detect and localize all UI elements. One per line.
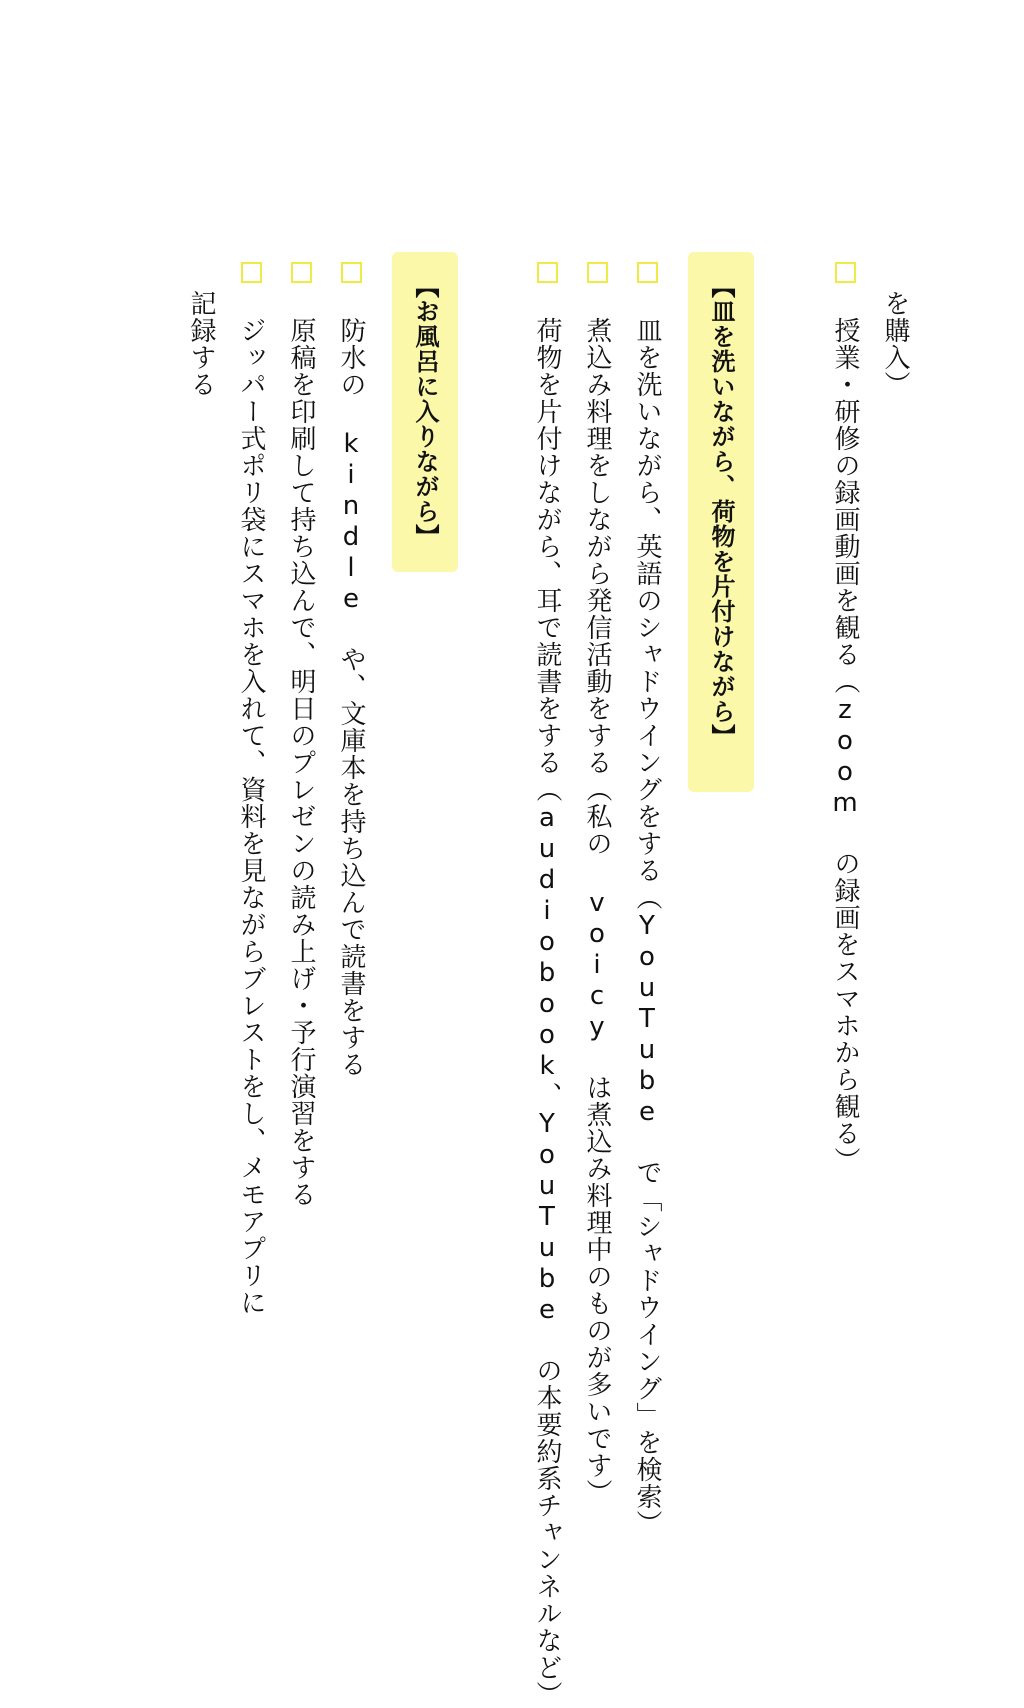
checkbox-icon[interactable] xyxy=(291,262,312,283)
heading-text: 【お風呂に入りながら】 xyxy=(411,274,439,549)
checkbox-icon[interactable] xyxy=(587,262,608,283)
item-text: 授業・研修の録画動画を観る（zoom の録画をスマホから観る） xyxy=(830,317,860,1174)
checkbox-icon[interactable] xyxy=(835,262,856,283)
checklist-item-zipper-bag-brainstorm xyxy=(238,262,264,1316)
checklist-item-lecture-video xyxy=(832,262,858,1174)
checklist-item-audiobook xyxy=(534,262,560,1708)
item-text: 煮込み料理をしながら発信活動をする（私の voicy は煮込み料理中のものが多いです） xyxy=(582,317,612,1506)
checkbox-icon[interactable] xyxy=(341,262,362,283)
checkbox-icon[interactable] xyxy=(537,262,558,283)
checklist-item-stew-broadcast xyxy=(584,262,610,1506)
item-text: 原稿を印刷して持ち込んで、明日のプレゼンの読み上げ・予行演習をする xyxy=(286,317,316,1208)
checkbox-icon[interactable] xyxy=(637,262,658,283)
checklist-item-presentation-rehearsal xyxy=(288,262,314,1208)
item-text: 荷物を片付けながら、耳で読書をする（audiobook、YouTube の本要約系チャンネルなど） xyxy=(532,317,562,1708)
item-text: 防水の kindle や、文庫本を持ち込んで読書をする xyxy=(336,317,366,1078)
checkbox-icon[interactable] xyxy=(241,262,262,283)
heading-text: 【皿を洗いながら、荷物を片付けながら】 xyxy=(707,274,735,749)
section-heading-bath xyxy=(392,252,458,572)
item-text: ジッパー式ポリ袋にスマホを入れて、資料を見ながらブレストをし、メモアプリに xyxy=(236,317,266,1316)
checklist-item-shadowing xyxy=(634,262,660,1537)
line-text: 記録する xyxy=(186,290,216,398)
item-text: 皿を洗いながら、英語のシャドウイングをする（YouTube で「シャドウイング」を検索） xyxy=(632,317,662,1537)
text-column-continuation xyxy=(882,290,908,398)
section-heading-dishes xyxy=(688,252,754,792)
checklist-item-waterproof-kindle xyxy=(338,262,364,1078)
text-column-record xyxy=(188,290,214,398)
line-text: を購入） xyxy=(880,290,910,398)
